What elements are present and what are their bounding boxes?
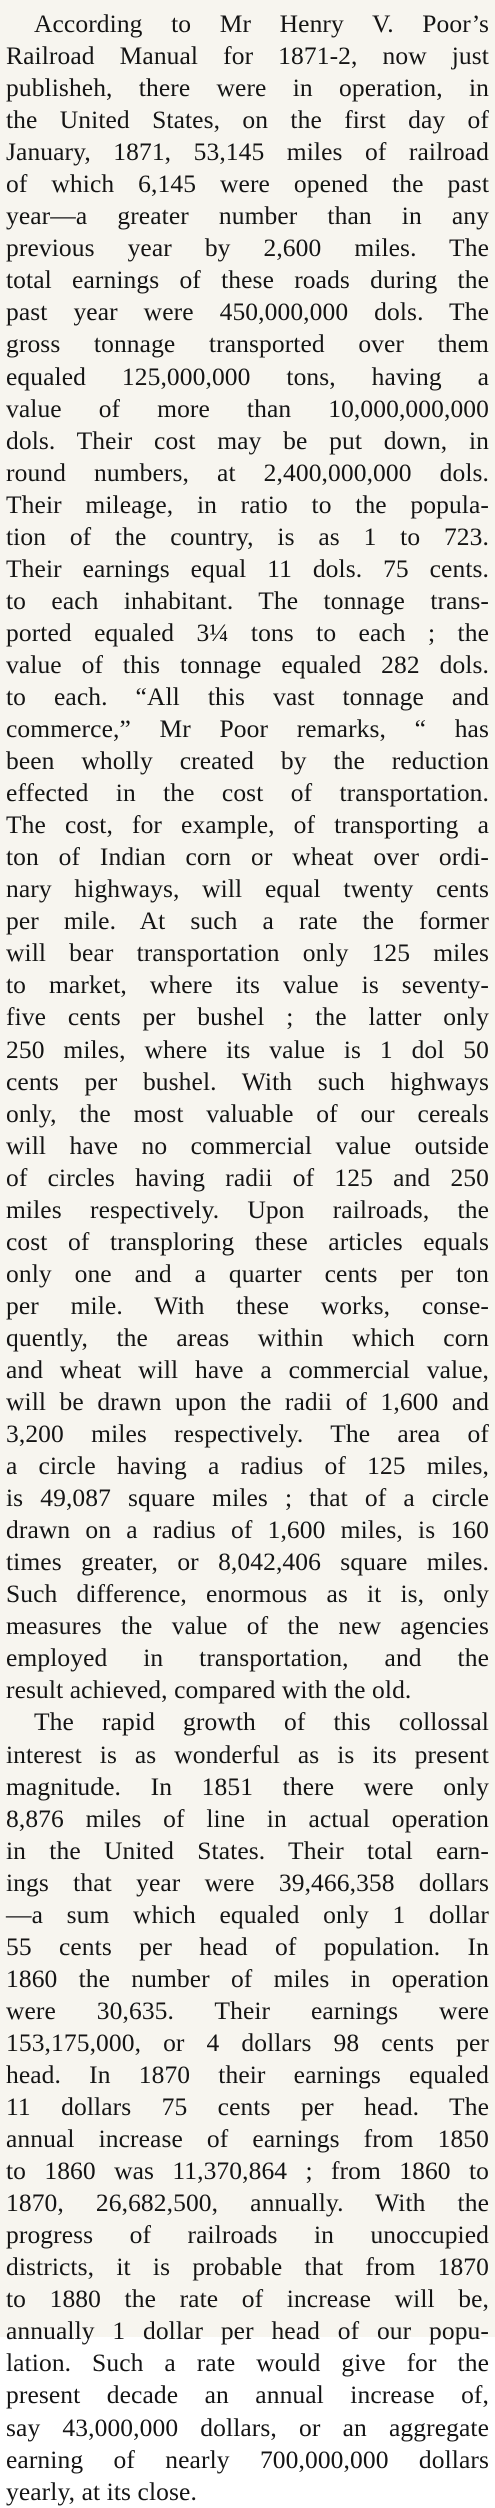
article-text-line: quently, the areas within which corn xyxy=(6,1322,489,1352)
article-text-line: Their earnings equal 11 dols. 75 cents. xyxy=(6,553,489,583)
article-text-line: previous year by 2,600 miles. The xyxy=(6,233,489,263)
article-text-line: 8,876 miles of line in actual operation xyxy=(6,1803,489,1833)
article-text-line: cost of transploring these articles equals xyxy=(6,1226,489,1256)
article-text-line: dols. Their cost may be put down, in xyxy=(6,425,489,455)
article-column xyxy=(6,8,489,2508)
article-text-line: districts, it is probable that from 1870 xyxy=(6,2252,489,2282)
article-text-line: value of this tonnage equaled 282 dols. xyxy=(6,649,489,679)
article-text-line: nary highways, will equal twenty cents xyxy=(6,874,489,904)
article-text-line: will bear transportation only 125 miles xyxy=(6,938,489,968)
article-text-line: will be drawn upon the radii of 1,600 and xyxy=(6,1387,489,1417)
article-text-line: per mile. At such a rate the former xyxy=(6,906,489,936)
article-text-line: 55 cents per head of population. In xyxy=(6,1931,489,1961)
article-text-line: lation. Such a rate would give for the xyxy=(6,2348,489,2378)
article-text-line: ported equaled 3¼ tons to each ; the xyxy=(6,617,489,647)
article-text-line: per mile. With these works, conse- xyxy=(6,1290,489,1320)
article-text-line: yearly, at its close. xyxy=(6,2476,197,2506)
article-text-line: Railroad Manual for 1871-2, now just xyxy=(6,41,489,71)
article-text-line: five cents per bushel ; the latter only xyxy=(6,1002,489,1032)
article-text-line: magnitude. In 1851 there were only xyxy=(6,1771,489,1801)
article-text-line: January, 1871, 53,145 miles of railroad xyxy=(6,137,489,167)
article-text-line: effected in the cost of transportation. xyxy=(6,778,489,808)
article-text-line: round numbers, at 2,400,000,000 dols. xyxy=(6,457,489,487)
article-text-line: earning of nearly 700,000,000 dollars xyxy=(6,2444,489,2474)
article-text-line: of circles having radii of 125 and 250 xyxy=(6,1162,489,1192)
article-text-line: is 49,087 square miles ; that of a circle xyxy=(6,1483,489,1513)
article-text-line: The rapid growth of this collossal xyxy=(34,1707,489,1737)
article-text-line: to 1860 was 11,370,864 ; from 1860 to xyxy=(6,2156,489,2186)
article-text-line: annually 1 dollar per head of our popu- xyxy=(6,2316,489,2346)
article-text-line: 153,175,000, or 4 dollars 98 cents per xyxy=(6,2027,489,2057)
article-text-line: a circle having a radius of 125 miles, xyxy=(6,1451,489,1481)
article-text-line: of which 6,145 were opened the past xyxy=(6,169,489,199)
article-text-line: present decade an annual increase of, xyxy=(6,2380,489,2410)
article-text-line: Their mileage, in ratio to the popula- xyxy=(6,489,489,519)
article-text-line: progress of railroads in unoccupied xyxy=(6,2220,489,2250)
article-text-line: drawn on a radius of 1,600 miles, is 160 xyxy=(6,1515,489,1545)
article-text-line: say 43,000,000 dollars, or an aggregate xyxy=(6,2412,489,2442)
article-text-line: —a sum which equaled only 1 dollar xyxy=(6,1899,489,1929)
article-text-line: value of more than 10,000,000,000 xyxy=(6,393,489,423)
article-text-line: ings that year were 39,466,358 dollars xyxy=(6,1867,489,1897)
article-text-line: interest is as wonderful as is its present xyxy=(6,1739,489,1769)
article-text-line: result achieved, compared with the old. xyxy=(6,1675,412,1705)
article-text-line: will have no commercial value outside xyxy=(6,1130,489,1160)
article-text-line: only, the most valuable of our cereals xyxy=(6,1098,489,1128)
article-text-line: miles respectively. Upon railroads, the xyxy=(6,1194,489,1224)
article-text-line: to each. “All this vast tonnage and xyxy=(6,681,489,711)
article-text-line: The cost, for example, of transporting a xyxy=(6,810,489,840)
article-text-line: cents per bushel. With such highways xyxy=(6,1066,489,1096)
article-text-line: measures the value of the new agencies xyxy=(6,1611,489,1641)
article-text-line: 11 dollars 75 cents per head. The xyxy=(6,2092,489,2122)
article-text-line: head. In 1870 their earnings equaled xyxy=(6,2060,489,2089)
article-text-line: tion of the country, is as 1 to 723. xyxy=(6,521,489,551)
article-text-line: the United States, on the first day of xyxy=(6,105,489,135)
article-text-line: commerce,” Mr Poor remarks, “ has xyxy=(6,714,489,744)
article-text-line: times greater, or 8,042,406 square miles. xyxy=(6,1547,489,1577)
article-text-line: annual increase of earnings from 1850 xyxy=(6,2124,489,2154)
article-text-line: been wholly created by the reduction xyxy=(6,746,489,776)
article-text-line: Such difference, enormous as it is, only xyxy=(6,1579,489,1609)
article-text-line: employed in transportation, and the xyxy=(6,1643,489,1673)
article-text-line: to market, where its value is seventy- xyxy=(6,970,489,1000)
article-text-line: According to Mr Henry V. Poor’s xyxy=(34,9,489,38)
article-text-line: publisheh, there were in operation, in xyxy=(6,73,489,103)
article-text-line: 3,200 miles respectively. The area of xyxy=(6,1419,489,1449)
article-text-line: 1860 the number of miles in operation xyxy=(6,1963,489,1993)
article-text-line: year—a greater number than in any xyxy=(6,201,489,231)
article-text-line: 250 miles, where its value is 1 dol 50 xyxy=(6,1034,489,1064)
article-text-line: equaled 125,000,000 tons, having a xyxy=(6,361,489,391)
article-text-line: in the United States. Their total earn- xyxy=(6,1835,489,1865)
article-text-line: past year were 450,000,000 dols. The xyxy=(6,297,489,327)
article-text-line: only one and a quarter cents per ton xyxy=(6,1258,489,1288)
article-text-line: were 30,635. Their earnings were xyxy=(6,1995,489,2025)
article-text-line: total earnings of these roads during the xyxy=(6,265,489,295)
article-text-line: ton of Indian corn or wheat over ordi- xyxy=(6,842,489,872)
article-text-line: to each inhabitant. The tonnage trans- xyxy=(6,585,489,615)
article-text-line: and wheat will have a commercial value, xyxy=(6,1354,489,1384)
article-text-line: 1870, 26,682,500, annually. With the xyxy=(6,2188,489,2218)
article-text-line: to 1880 the rate of increase will be, xyxy=(6,2284,489,2314)
article-text-line: gross tonnage transported over them xyxy=(6,329,489,359)
